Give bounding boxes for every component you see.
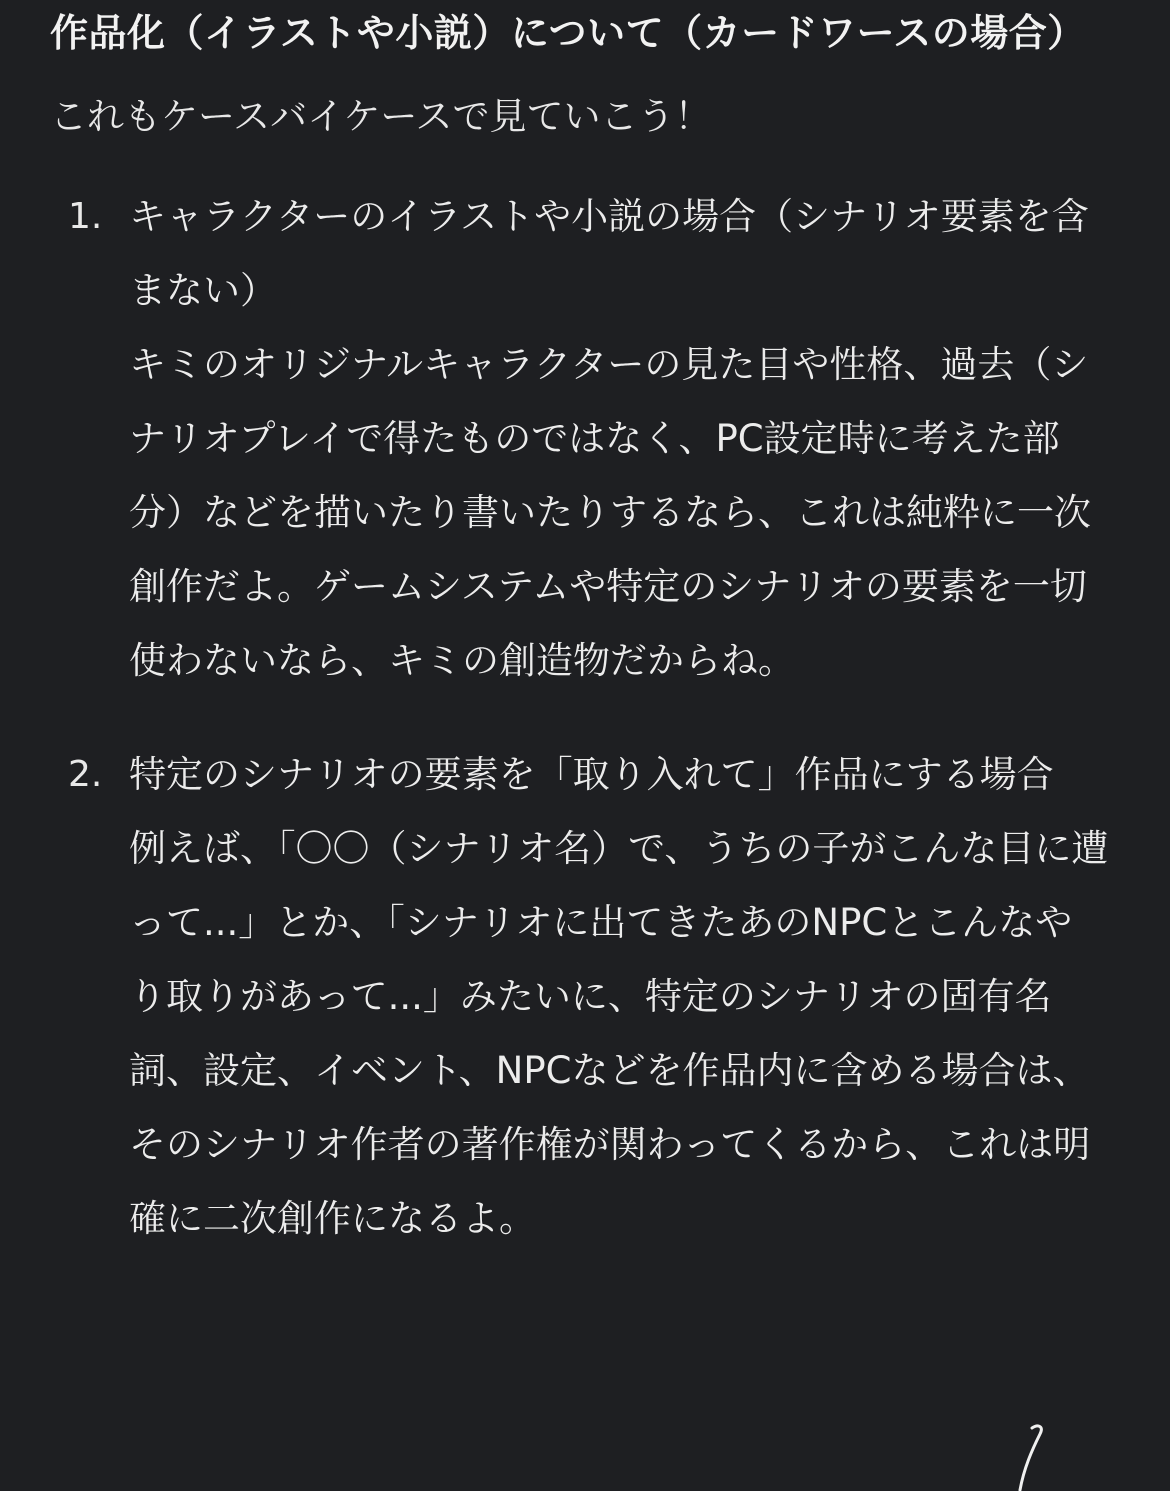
list-item-title: 特定のシナリオの要素を「取り入れて」作品にする場合 [129,753,1054,796]
list-item [50,180,1130,698]
numbered-list [50,180,1130,1256]
list-item [50,738,1130,1256]
list-item-body: キミのオリジナルキャラクターの見た目や性格、過去（シナリオプレイで得たものではなく、PC設定時に考えた部分）などを描いたり書いたりするなら、これは純粋に一次創作だよ。ゲームシステムや特定のシナリオの要素を一切使わないなら、キミの創造物だからね。 [129,343,1091,682]
chat-message [50,0,1130,1296]
list-item-number: 1. [68,196,103,237]
section-heading: 作品化（イラストや小説）について（カードワースの場合） [50,11,1086,55]
pen-stroke-mark [1010,1420,1070,1491]
list-item-body: 例えば、「〇〇（シナリオ名）で、うちの子がこんな目に遭って...」とか、「シナリオに出てきたあのNPCとこんなやり取りがあって...」みたいに、特定のシナリオの固有名詞、設定、イベント、NPCなどを作品内に含める場合は、そのシナリオ作者の著作権が関わってくるから、これは明確に二次創作になるよ。 [129,827,1109,1240]
list-item-title: キャラクターのイラストや小説の場合（シナリオ要素を含まない） [129,195,1089,312]
list-item-number: 2. [68,754,103,795]
intro-text: これもケースバイケースで見ていこう！ [50,95,712,138]
